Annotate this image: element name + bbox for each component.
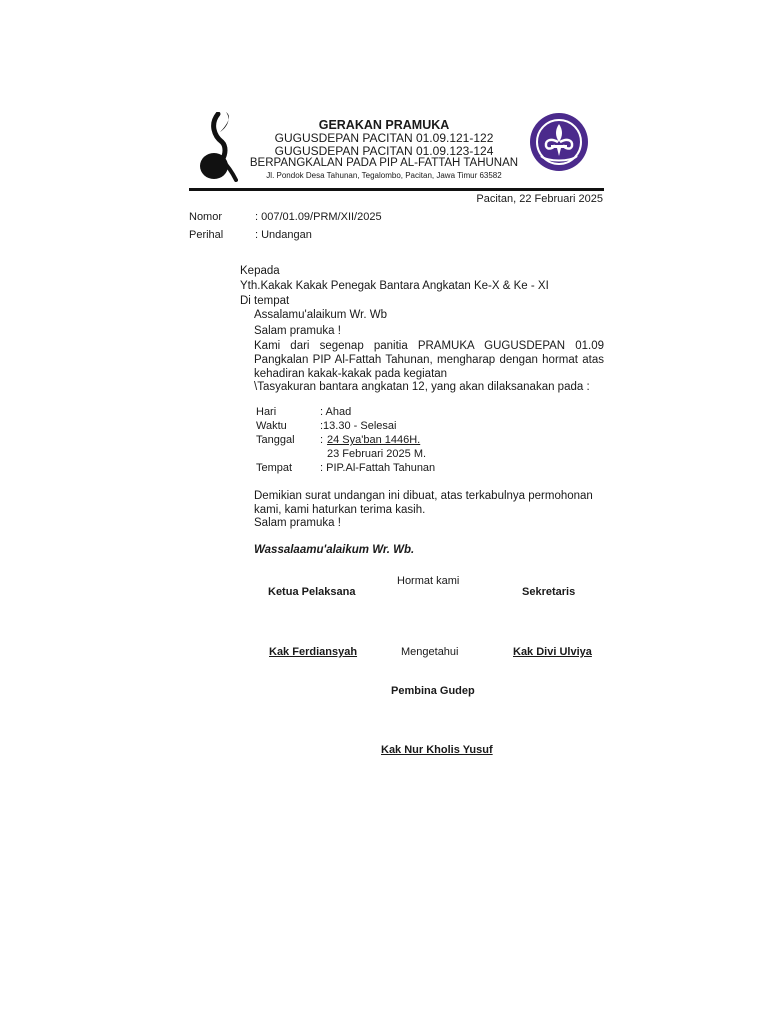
letterhead-divider xyxy=(189,188,604,191)
signature-pembina-title: Pembina Gudep xyxy=(391,685,475,697)
recipient-yth: Yth.Kakak Kakak Penegak Bantara Angkatan Ke-X & Ke - XI xyxy=(240,280,549,292)
event-waktu-label: Waktu xyxy=(256,420,287,432)
body-paragraph-last: \Tasyakuran bantara angkatan 12, yang akan dilaksanakan pada : xyxy=(254,381,590,393)
closing-line-3: Salam pramuka ! xyxy=(254,517,341,529)
letterhead-gudep-1: GUGUSDEPAN PACITAN 01.09.121-122 xyxy=(274,131,494,145)
letterhead-title: GERAKAN PRAMUKA xyxy=(318,118,450,132)
event-tempat-value: : PIP.Al-Fattah Tahunan xyxy=(320,462,436,474)
signature-ketua-title: Ketua Pelaksana xyxy=(268,586,356,598)
event-tanggal-colon: : xyxy=(320,434,324,446)
signature-mengetahui: Mengetahui xyxy=(401,646,459,658)
recipient-place: Di tempat xyxy=(240,295,290,307)
event-hari-label: Hari xyxy=(256,406,277,418)
closing-wassalam: Wassalaamu'alaikum Wr. Wb. xyxy=(254,544,415,556)
closing-line-2: kami, kami haturkan terima kasih. xyxy=(254,504,426,516)
event-hari-value: : Ahad xyxy=(320,406,352,418)
nomor-label: Nomor xyxy=(189,211,223,223)
greeting-salam: Assalamu'alaikum Wr. Wb xyxy=(254,309,387,321)
event-tanggal-label: Tanggal xyxy=(256,434,295,446)
event-waktu-value: :13.30 - Selesai xyxy=(320,420,397,432)
signature-ketua-name: Kak Ferdiansyah xyxy=(269,646,358,658)
signature-pembina-name: Kak Nur Kholis Yusuf xyxy=(381,744,493,756)
recipient-kepada: Kepada xyxy=(240,265,280,277)
perihal-value: : Undangan xyxy=(255,229,312,241)
greeting-pramuka: Salam pramuka ! xyxy=(254,325,341,337)
event-tempat-label: Tempat xyxy=(256,462,293,474)
event-tanggal-hijri: 24 Sya'ban 1446H. xyxy=(327,434,421,446)
nomor-value: : 007/01.09/PRM/XII/2025 xyxy=(255,211,382,223)
signature-hormat: Hormat kami xyxy=(397,575,460,587)
perihal-label: Perihal xyxy=(189,229,224,241)
event-tanggal-masehi: 23 Februari 2025 M. xyxy=(327,448,427,460)
signature-sekretaris-name: Kak Divi Ulviya xyxy=(513,646,592,658)
date-place: Pacitan, 22 Februari 2025 xyxy=(476,193,603,205)
signature-sekretaris-title: Sekretaris xyxy=(522,586,576,598)
letterhead-gudep-2: GUGUSDEPAN PACITAN 01.09.123-124 xyxy=(274,144,494,158)
letterhead-address: Jl. Pondok Desa Tahunan, Tegalombo, Pacitan, Jawa Timur 63582 xyxy=(266,171,502,180)
body-paragraph: Kami dari segenap panitia PRAMUKA GUGUSDEPAN 01.09 Pangkalan PIP Al-Fattah Tahunan, mengharap dengan hormat atas kehadiran kakak-kakak pada kegiatan xyxy=(254,340,604,380)
letterhead-base: BERPANGKALAN PADA PIP AL-FATTAH TAHUNAN xyxy=(249,157,519,169)
closing-line-1: Demikian surat undangan ini dibuat, atas terkabulnya permohonan xyxy=(254,490,593,502)
